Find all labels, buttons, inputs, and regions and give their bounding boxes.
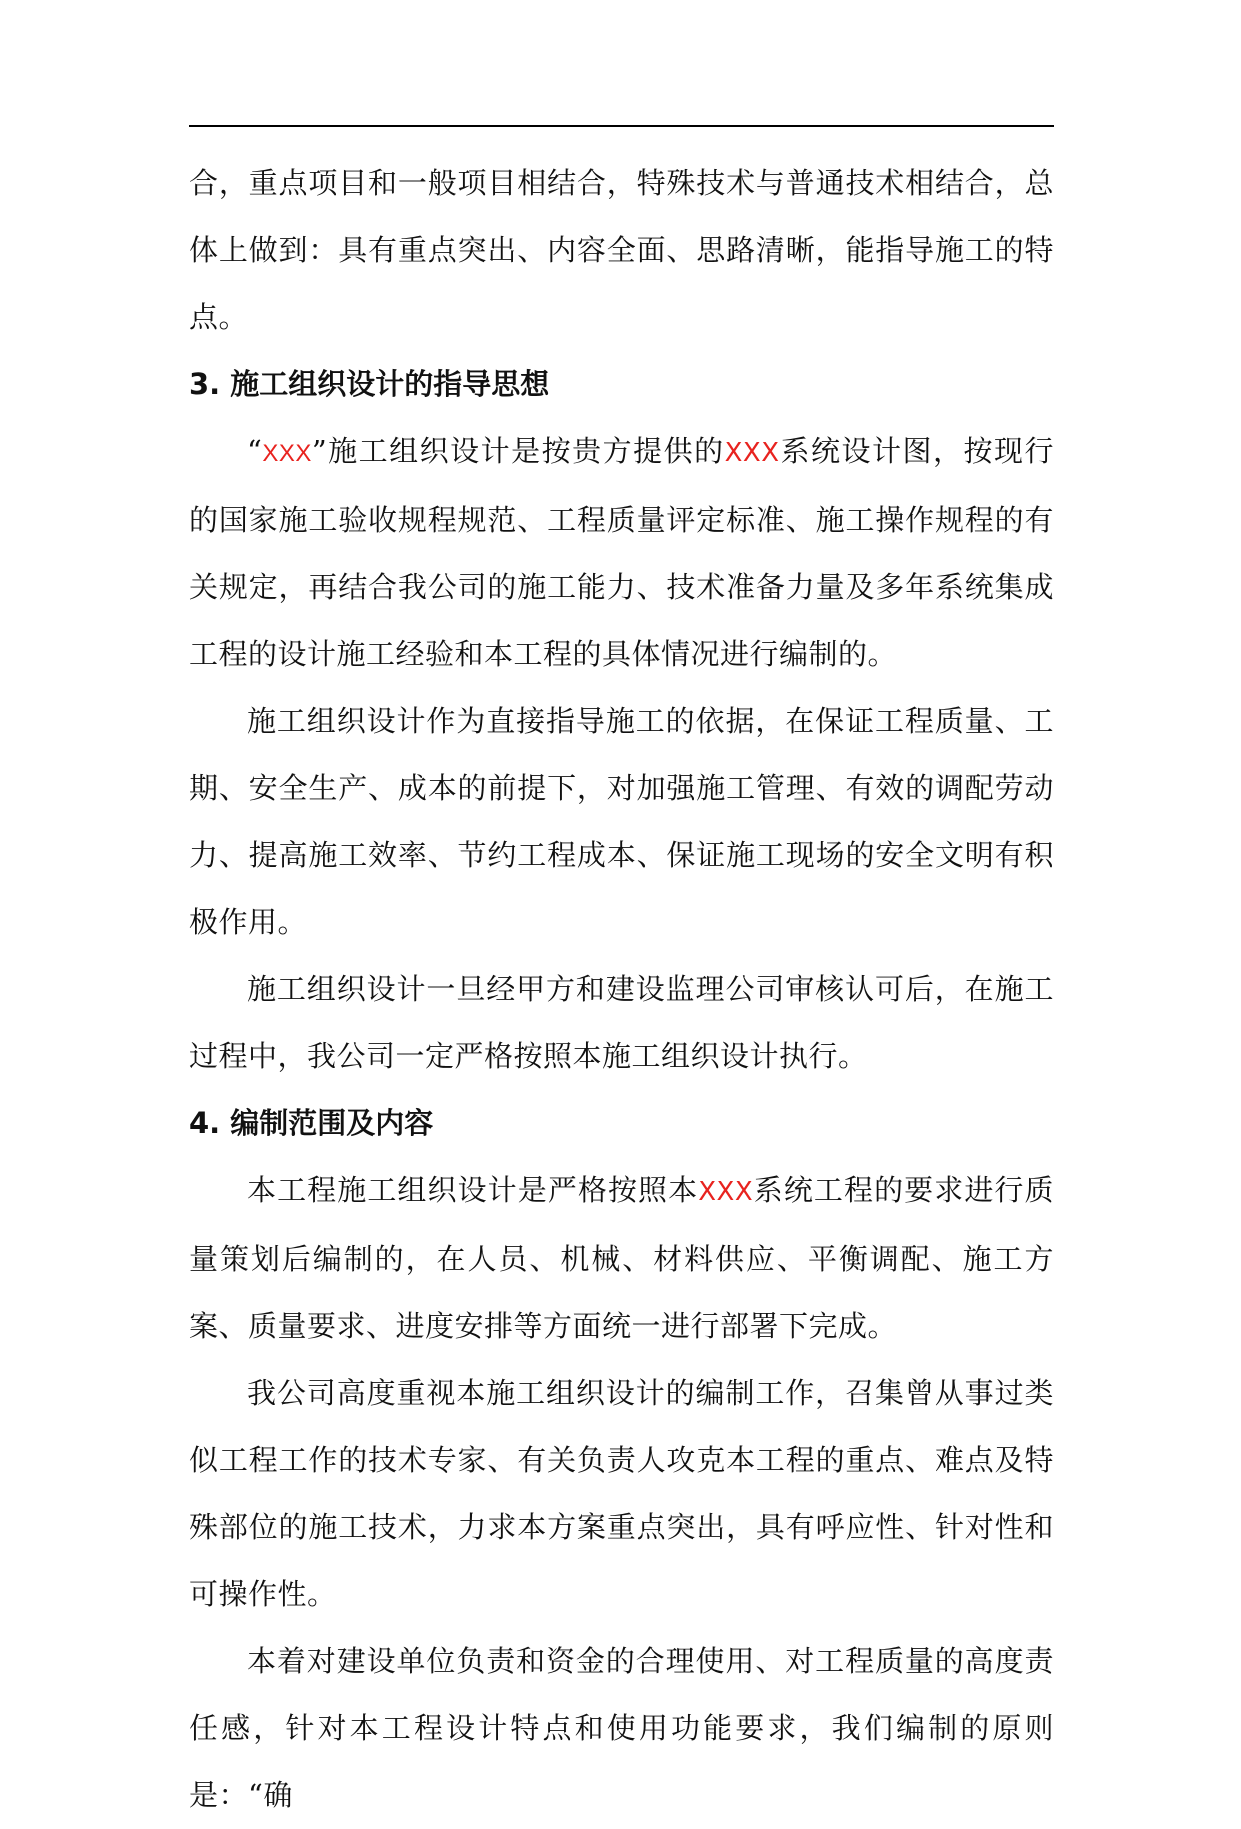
paragraph-scope — [189, 1157, 1054, 1360]
paragraph-continuation: 合，重点项目和一般项目相结合，特殊技术与普通技术相结合，总体上做到：具有重点突出、内容全面、思路清晰，能指导施工的特点。 — [189, 166, 1054, 334]
paragraph-emphasis: 我公司高度重视本施工组织设计的编制工作，召集曾从事过类似工程工作的技术专家、有关负责人攻克本工程的重点、难点及特殊部位的施工技术，力求本方案重点突出，具有呼应性、针对性和可操作性。 — [189, 1376, 1054, 1611]
quote-open: “ — [247, 434, 263, 468]
paragraph-text: 系统设计图，按现行的国家施工验收规程规范、工程质量评定标准、施工操作规程的有关规定，再结合我公司的施工能力、技术准备力量及多年系统集成工程的设计施工经验和本工程的具体情况进行编制的。 — [189, 434, 1054, 671]
paragraph-basis: 施工组织设计作为直接指导施工的依据，在保证工程质量、工期、安全生产、成本的前提下，对加强施工管理、有效的调配劳动力、提高施工效率、节约工程成本、保证施工现场的安全文明有积极作用。 — [189, 704, 1054, 939]
paragraph-guiding-idea — [189, 418, 1054, 688]
header-rule — [189, 125, 1054, 127]
paragraph-principle: 本着对建设单位负责和资金的合理使用、对工程质量的高度责任感，针对本工程设计特点和使用功能要求，我们编制的原则是：“确 — [189, 1644, 1054, 1812]
placeholder-system-name: XXX — [698, 1177, 754, 1207]
section-heading-3: 3. 施工组织设计的指导思想 — [189, 367, 550, 401]
document-body — [189, 150, 1054, 1829]
placeholder-project-name: XXX — [262, 440, 312, 467]
placeholder-system-name: XXX — [724, 438, 780, 468]
paragraph-text: ”施工组织设计是按贵方提供的 — [311, 434, 725, 468]
paragraph-text: 本工程施工组织设计是严格按照本 — [247, 1173, 699, 1207]
paragraph-approval: 施工组织设计一旦经甲方和建设监理公司审核认可后，在施工过程中，我公司一定严格按照本施工组织设计执行。 — [189, 972, 1054, 1073]
paragraph-text: 系统工程的要求进行质量策划后编制的，在人员、机械、材料供应、平衡调配、施工方案、质量要求、进度安排等方面统一进行部署下完成。 — [189, 1173, 1054, 1343]
section-heading-4: 4. 编制范围及内容 — [189, 1106, 434, 1140]
